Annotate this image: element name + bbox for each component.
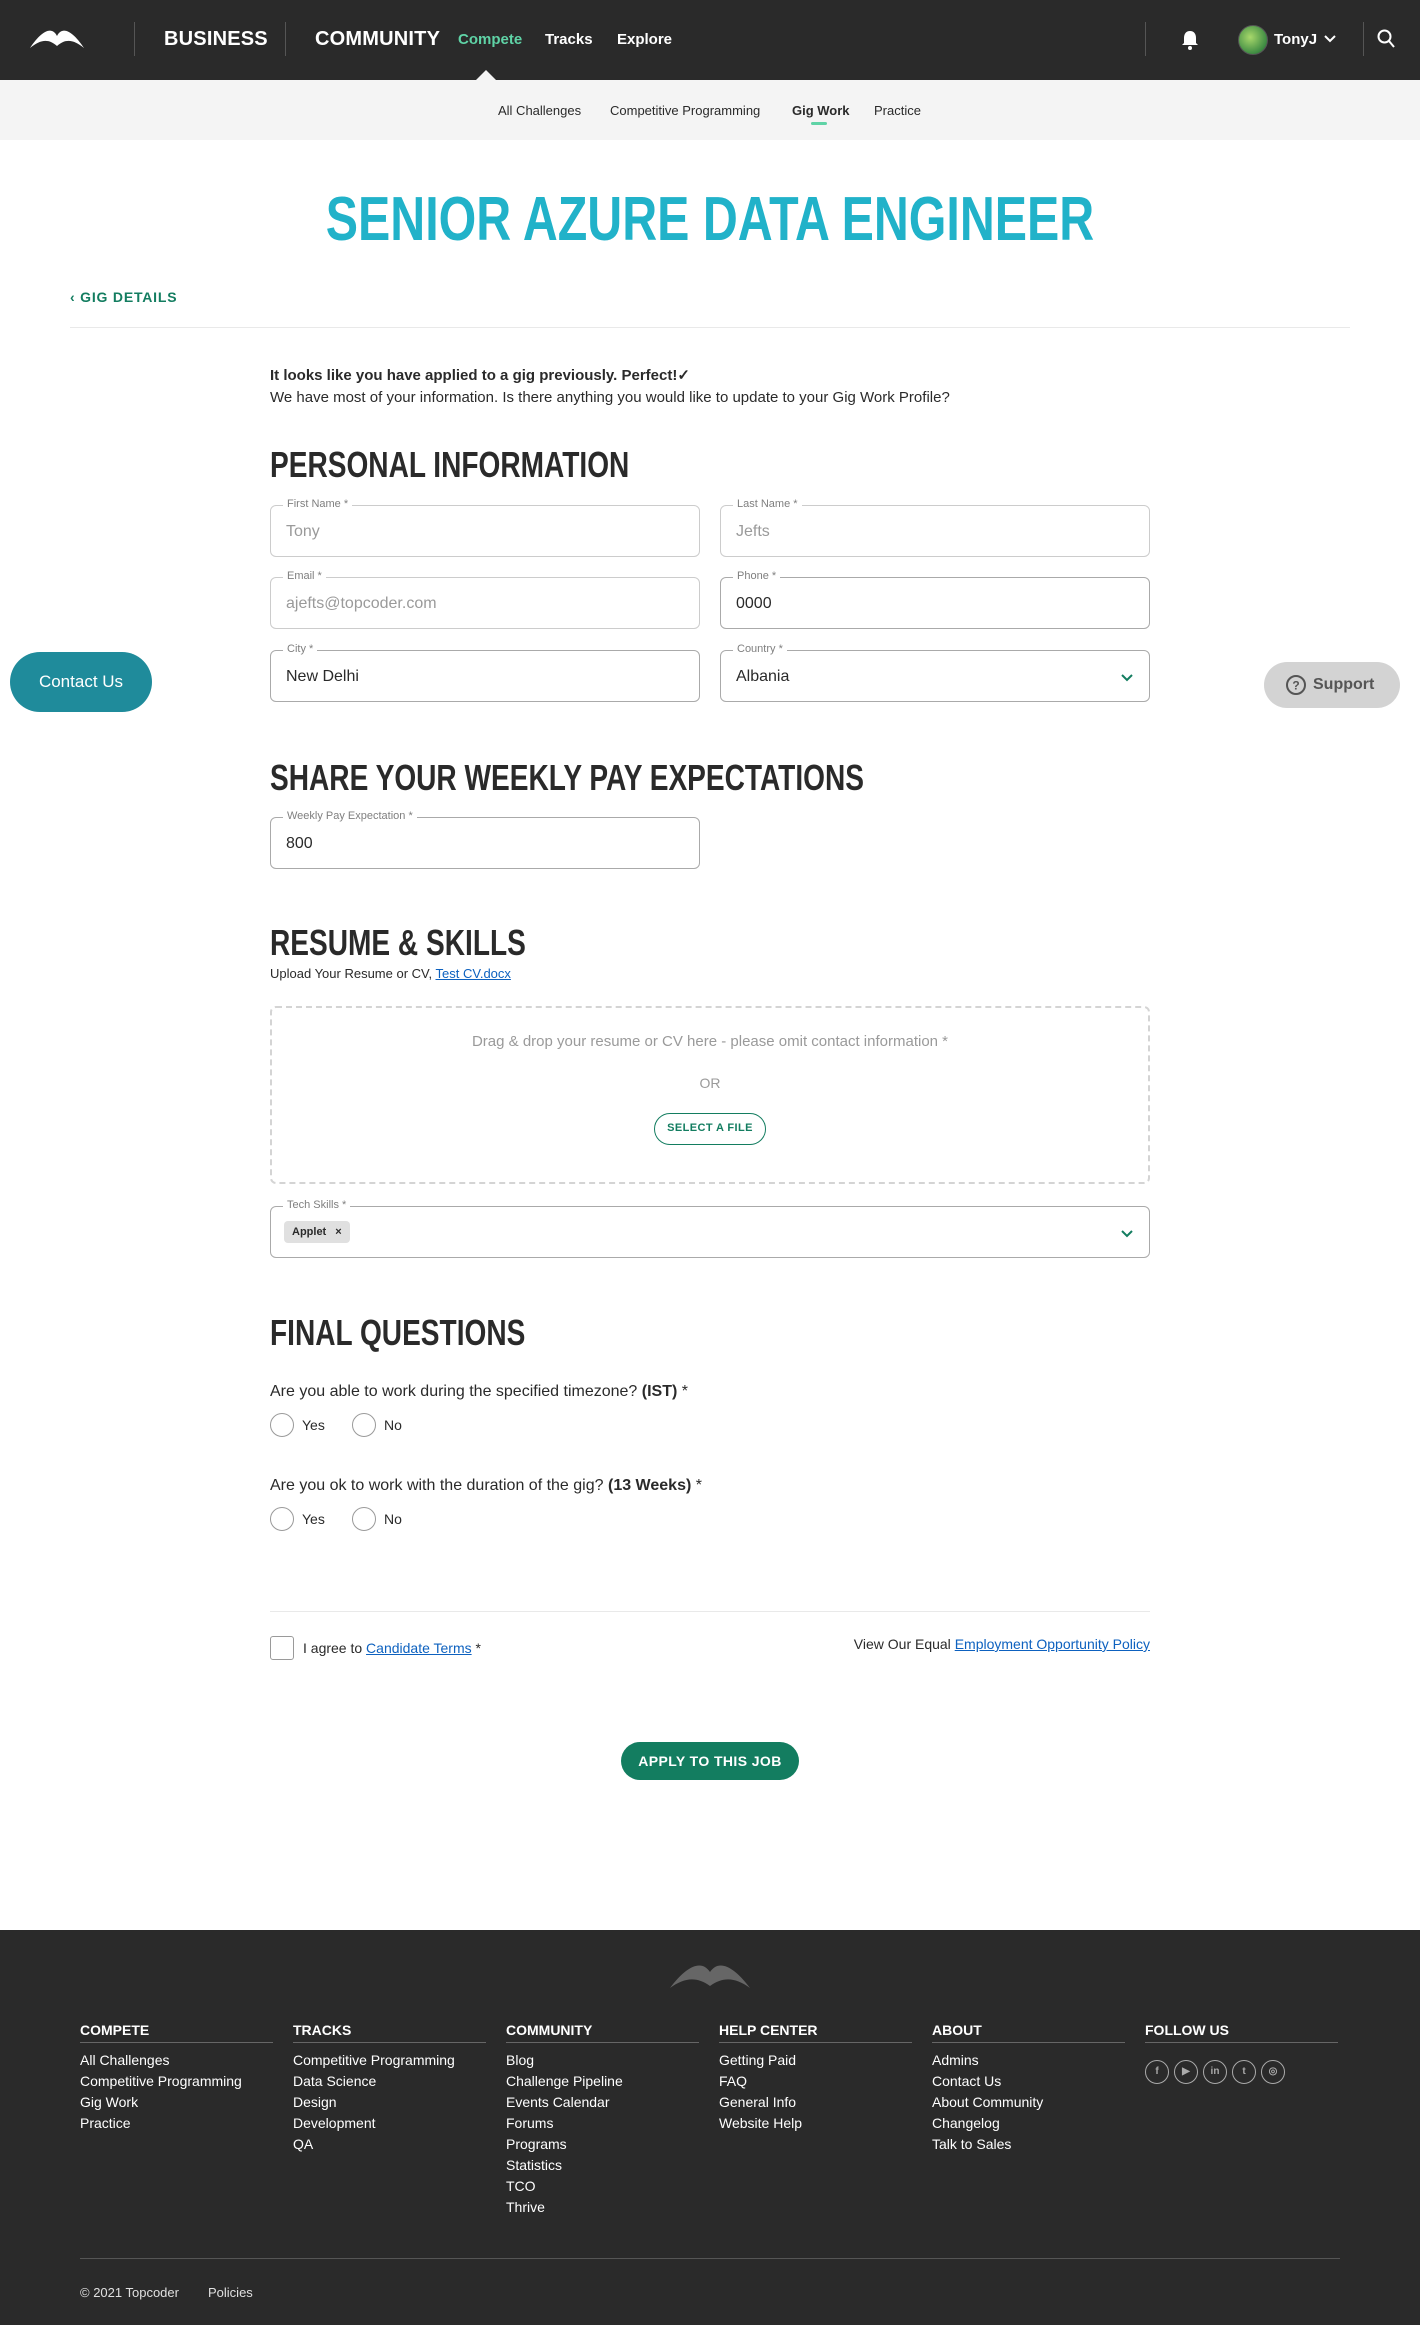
timezone-no-label: No xyxy=(384,1417,402,1433)
facebook-icon[interactable]: f xyxy=(1145,2060,1169,2084)
footer-link[interactable]: Talk to Sales xyxy=(932,2136,1012,2152)
divider xyxy=(70,327,1350,328)
subnav-practice[interactable]: Practice xyxy=(874,103,921,118)
phone-field[interactable] xyxy=(720,570,1150,629)
weekly-pay-label: Weekly Pay Expectation * xyxy=(283,810,417,822)
avatar[interactable] xyxy=(1238,25,1268,55)
resume-heading: RESUME & SKILLS xyxy=(270,922,526,963)
agree-terms-checkbox[interactable] xyxy=(270,1636,294,1660)
duration-yes-radio[interactable] xyxy=(270,1507,294,1531)
nav-divider xyxy=(285,22,286,56)
contact-us-button[interactable]: Contact Us xyxy=(10,652,152,712)
back-to-gig-details-link[interactable] xyxy=(70,289,177,305)
footer-link[interactable]: Blog xyxy=(506,2052,535,2068)
page-title: SENIOR AZURE DATA ENGINEER xyxy=(325,185,1095,254)
uploaded-file-link[interactable]: Test CV.docx xyxy=(435,966,511,981)
duration-no-radio[interactable] xyxy=(352,1507,376,1531)
timezone-question-text: Are you able to work during the specified timezone? xyxy=(270,1383,638,1400)
country-value: Albania xyxy=(736,668,790,685)
policies-link[interactable]: Policies xyxy=(208,2285,253,2300)
back-link-label: GIG DETAILS xyxy=(80,289,178,305)
nav-compete[interactable]: Compete xyxy=(458,31,523,48)
timezone-question xyxy=(270,1383,688,1401)
footer-link[interactable]: Design xyxy=(293,2094,337,2110)
required-mark: * xyxy=(677,1383,688,1400)
username[interactable]: TonyJ xyxy=(1274,31,1318,48)
bell-icon[interactable] xyxy=(1180,29,1200,51)
footer-link[interactable]: Events Calendar xyxy=(506,2094,610,2110)
dropzone-or: OR xyxy=(699,1075,721,1091)
nav-divider xyxy=(1145,22,1146,56)
footer-column-divider xyxy=(932,2042,1125,2043)
topcoder-logo xyxy=(668,1958,752,1994)
community-link[interactable]: COMMUNITY xyxy=(315,28,441,50)
footer-link[interactable]: Challenge Pipeline xyxy=(506,2073,623,2089)
eeo-policy-link[interactable]: Employment Opportunity Policy xyxy=(954,1636,1150,1652)
footer-link[interactable]: Website Help xyxy=(719,2115,803,2131)
personal-info-heading: PERSONAL INFORMATION xyxy=(270,444,630,485)
divider xyxy=(270,1611,1150,1612)
footer-link[interactable]: Admins xyxy=(932,2052,979,2068)
svg-text:?: ? xyxy=(1292,678,1300,693)
required-mark: * xyxy=(475,1640,481,1656)
footer-link[interactable]: Forums xyxy=(506,2115,554,2131)
required-mark: * xyxy=(691,1477,702,1494)
pay-heading: SHARE YOUR WEEKLY PAY EXPECTATIONS xyxy=(270,757,864,798)
nav-explore[interactable]: Explore xyxy=(617,31,673,48)
email-label: Email * xyxy=(283,570,326,582)
linkedin-icon[interactable]: in xyxy=(1203,2060,1227,2084)
footer-link[interactable]: About Community xyxy=(932,2094,1044,2110)
footer-link[interactable]: FAQ xyxy=(719,2073,748,2089)
footer-divider xyxy=(80,2258,1340,2259)
footer-column-divider xyxy=(719,2042,912,2043)
footer-link[interactable]: Competitive Programming xyxy=(80,2073,242,2089)
phone-label: Phone * xyxy=(733,570,780,582)
eeo-text xyxy=(854,1636,1150,1652)
footer-link[interactable]: All Challenges xyxy=(80,2052,170,2068)
footer-link[interactable]: Thrive xyxy=(506,2199,545,2215)
youtube-icon[interactable]: ▶ xyxy=(1174,2060,1198,2084)
topcoder-logo[interactable] xyxy=(28,24,86,56)
eeo-prefix: View Our Equal xyxy=(853,1636,951,1652)
footer-link[interactable]: Programs xyxy=(506,2136,567,2152)
email-field[interactable] xyxy=(270,570,700,629)
country-select[interactable] xyxy=(720,643,1150,702)
copyright: © 2021 Topcoder xyxy=(80,2285,179,2300)
timezone-value: (IST) xyxy=(641,1383,678,1400)
footer-column-divider xyxy=(1145,2042,1338,2043)
duration-question xyxy=(270,1477,702,1495)
search-icon[interactable] xyxy=(1376,28,1396,50)
city-field[interactable] xyxy=(270,643,700,702)
last-name-label: Last Name * xyxy=(733,498,802,510)
nav-divider xyxy=(1363,22,1364,56)
timezone-yes-radio[interactable] xyxy=(270,1413,294,1437)
close-icon[interactable]: × xyxy=(335,1226,342,1238)
footer-column-divider xyxy=(293,2042,486,2043)
footer-link[interactable]: Development xyxy=(293,2115,376,2131)
footer-column-title: COMMUNITY xyxy=(506,2022,593,2038)
upload-prefix: Upload Your Resume or CV, xyxy=(270,966,433,981)
footer-link[interactable]: Changelog xyxy=(932,2115,1000,2131)
subnav-gig-work[interactable]: Gig Work xyxy=(792,103,850,118)
footer-link[interactable]: QA xyxy=(293,2136,314,2152)
subnav-competitive-programming[interactable]: Competitive Programming xyxy=(610,103,761,118)
help-icon xyxy=(1285,674,1307,696)
timezone-no-radio[interactable] xyxy=(352,1413,376,1437)
first-name-value: Tony xyxy=(286,523,320,540)
weekly-pay-value: 800 xyxy=(286,835,313,852)
footer-column-title: ABOUT xyxy=(932,2022,982,2038)
instagram-icon[interactable]: ◎ xyxy=(1261,2060,1285,2084)
chevron-down-icon[interactable] xyxy=(1119,1225,1135,1241)
nav-divider xyxy=(134,22,135,56)
active-nav-pointer xyxy=(476,70,496,80)
footer-link[interactable]: Data Science xyxy=(293,2073,377,2089)
duration-no-label: No xyxy=(384,1511,402,1527)
country-label: Country * xyxy=(733,643,787,655)
duration-yes-label: Yes xyxy=(302,1511,325,1527)
first-name-field[interactable] xyxy=(270,498,700,557)
footer-column-title: FOLLOW US xyxy=(1145,2022,1229,2038)
support-label: Support xyxy=(1313,676,1375,693)
footer-link[interactable]: TCO xyxy=(506,2178,536,2194)
select-file-button[interactable]: SELECT A FILE xyxy=(654,1113,766,1145)
footer-link[interactable]: Practice xyxy=(80,2115,131,2131)
chevron-down-icon[interactable] xyxy=(1119,669,1135,685)
tech-skills-label: Tech Skills * xyxy=(283,1199,350,1211)
duration-question-text: Are you ok to work with the duration of the gig? xyxy=(270,1477,604,1494)
city-value: New Delhi xyxy=(286,668,359,685)
apply-button[interactable]: APPLY TO THIS JOB xyxy=(621,1742,799,1780)
intro-heading: It looks like you have applied to a gig previously. Perfect!✓ xyxy=(270,367,690,384)
city-label: City * xyxy=(283,643,317,655)
footer-column-title: COMPETE xyxy=(80,2022,150,2038)
timezone-yes-label: Yes xyxy=(302,1417,325,1433)
agree-terms-text xyxy=(303,1640,481,1656)
footer-link[interactable]: Getting Paid xyxy=(719,2052,797,2068)
agree-prefix: I agree to xyxy=(303,1640,363,1656)
final-questions-heading: FINAL QUESTIONS xyxy=(270,1312,526,1353)
footer-column-title: HELP CENTER xyxy=(719,2022,818,2038)
email-value: ajefts@topcoder.com xyxy=(286,595,437,612)
footer-column-title: TRACKS xyxy=(293,2022,352,2038)
candidate-terms-link[interactable]: Candidate Terms xyxy=(366,1640,472,1656)
footer-link[interactable]: Statistics xyxy=(506,2157,563,2173)
chevron-down-icon[interactable] xyxy=(1322,30,1338,46)
active-subnav-indicator xyxy=(811,122,827,125)
last-name-value: Jefts xyxy=(736,523,770,540)
business-link[interactable]: BUSINESS xyxy=(164,28,268,50)
dropzone-text: Drag & drop your resume or CV here - please omit contact information * xyxy=(471,1033,949,1050)
nav-tracks[interactable]: Tracks xyxy=(545,31,593,48)
footer-column-divider xyxy=(80,2042,273,2043)
weekly-pay-field[interactable] xyxy=(270,810,700,869)
upload-line xyxy=(270,966,511,981)
footer-link[interactable]: Contact Us xyxy=(932,2073,1002,2089)
twitter-icon[interactable]: t xyxy=(1232,2060,1256,2084)
chevron-left-icon: ‹ xyxy=(70,289,81,305)
subnav-all-challenges[interactable]: All Challenges xyxy=(498,103,582,118)
first-name-label: First Name * xyxy=(283,498,352,510)
skill-chip-label: Applet xyxy=(292,1226,327,1238)
footer-link[interactable]: General Info xyxy=(719,2094,797,2110)
phone-value: 0000 xyxy=(736,595,772,612)
footer-link[interactable]: Gig Work xyxy=(80,2094,139,2110)
last-name-field[interactable] xyxy=(720,498,1150,557)
intro-text: We have most of your information. Is there anything you would like to update to your Gig Work Profile? xyxy=(270,389,950,406)
duration-value: (13 Weeks) xyxy=(607,1477,692,1494)
footer-column-divider xyxy=(506,2042,699,2043)
skill-chip xyxy=(284,1221,350,1243)
tech-skills-select[interactable] xyxy=(270,1199,1150,1258)
footer-link[interactable]: Competitive Programming xyxy=(293,2052,455,2068)
